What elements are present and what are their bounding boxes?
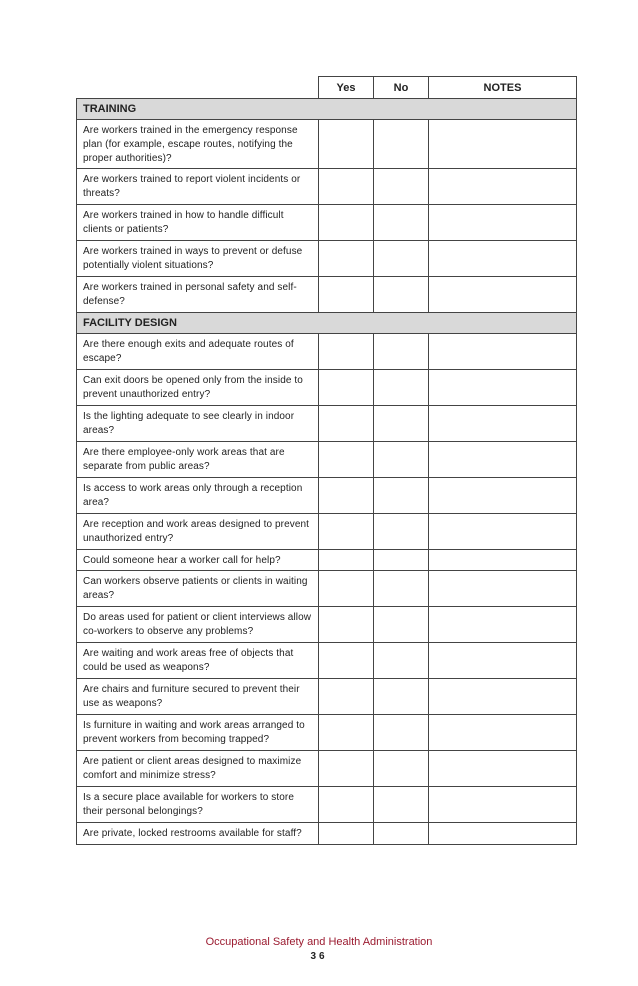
header-row: [77, 77, 577, 99]
notes-cell[interactable]: [429, 643, 577, 679]
yes-cell[interactable]: [319, 277, 374, 313]
checklist-table: [76, 76, 577, 845]
no-cell[interactable]: [374, 169, 429, 205]
no-cell[interactable]: [374, 334, 429, 370]
no-cell[interactable]: [374, 241, 429, 277]
notes-cell[interactable]: [429, 205, 577, 241]
no-cell[interactable]: [374, 442, 429, 478]
question-row: [77, 169, 577, 205]
question-row: [77, 277, 577, 313]
question-row: [77, 679, 577, 715]
page-number: 36: [310, 951, 328, 962]
yes-cell[interactable]: [319, 679, 374, 715]
question-row: [77, 607, 577, 643]
notes-cell[interactable]: [429, 823, 577, 845]
no-cell[interactable]: [374, 643, 429, 679]
notes-cell[interactable]: [429, 241, 577, 277]
notes-cell[interactable]: [429, 715, 577, 751]
question-row: [77, 550, 577, 571]
question-row: [77, 334, 577, 370]
yes-cell[interactable]: [319, 370, 374, 406]
no-cell[interactable]: [374, 607, 429, 643]
no-cell[interactable]: [374, 478, 429, 514]
section-title: FACILITY DESIGN: [77, 313, 577, 334]
question-text: Are patient or client areas designed to maximize comfort and minimize stress?: [77, 751, 319, 787]
notes-cell[interactable]: [429, 169, 577, 205]
notes-cell[interactable]: [429, 607, 577, 643]
section-row: [77, 99, 577, 120]
notes-cell[interactable]: [429, 478, 577, 514]
yes-cell[interactable]: [319, 406, 374, 442]
yes-cell[interactable]: [319, 787, 374, 823]
yes-cell[interactable]: [319, 823, 374, 845]
question-row: [77, 370, 577, 406]
notes-cell[interactable]: [429, 751, 577, 787]
no-cell[interactable]: [374, 277, 429, 313]
yes-cell[interactable]: [319, 241, 374, 277]
header-yes: Yes: [319, 77, 374, 99]
yes-cell[interactable]: [319, 643, 374, 679]
notes-cell[interactable]: [429, 406, 577, 442]
question-text: Do areas used for patient or client interviews allow co-workers to observe any problems?: [77, 607, 319, 643]
question-row: [77, 751, 577, 787]
question-text: Are there employee-only work areas that are separate from public areas?: [77, 442, 319, 478]
notes-cell[interactable]: [429, 442, 577, 478]
notes-cell[interactable]: [429, 120, 577, 169]
question-row: [77, 823, 577, 845]
question-row: [77, 571, 577, 607]
notes-cell[interactable]: [429, 277, 577, 313]
no-cell[interactable]: [374, 120, 429, 169]
question-text: Can exit doors be opened only from the inside to prevent unauthorized entry?: [77, 370, 319, 406]
question-row: [77, 514, 577, 550]
header-blank: [77, 77, 319, 99]
notes-cell[interactable]: [429, 787, 577, 823]
notes-cell[interactable]: [429, 514, 577, 550]
question-text: Is furniture in waiting and work areas arranged to prevent workers from becoming trapped?: [77, 715, 319, 751]
no-cell[interactable]: [374, 715, 429, 751]
notes-cell[interactable]: [429, 679, 577, 715]
yes-cell[interactable]: [319, 169, 374, 205]
question-text: Are private, locked restrooms available for staff?: [77, 823, 319, 845]
no-cell[interactable]: [374, 571, 429, 607]
question-row: [77, 478, 577, 514]
yes-cell[interactable]: [319, 334, 374, 370]
question-row: [77, 406, 577, 442]
footer-organization: Occupational Safety and Health Administration: [205, 936, 433, 948]
yes-cell[interactable]: [319, 205, 374, 241]
question-text: Are chairs and furniture secured to prevent their use as weapons?: [77, 679, 319, 715]
question-text: Is the lighting adequate to see clearly in indoor areas?: [77, 406, 319, 442]
no-cell[interactable]: [374, 823, 429, 845]
notes-cell[interactable]: [429, 550, 577, 571]
question-text: Are there enough exits and adequate routes of escape?: [77, 334, 319, 370]
question-text: Are reception and work areas designed to prevent unauthorized entry?: [77, 514, 319, 550]
question-row: [77, 205, 577, 241]
no-cell[interactable]: [374, 370, 429, 406]
question-row: [77, 120, 577, 169]
question-text: Are workers trained in ways to prevent or defuse potentially violent situations?: [77, 241, 319, 277]
question-row: [77, 715, 577, 751]
notes-cell[interactable]: [429, 370, 577, 406]
section-row: [77, 313, 577, 334]
yes-cell[interactable]: [319, 514, 374, 550]
header-notes: NOTES: [429, 77, 577, 99]
yes-cell[interactable]: [319, 550, 374, 571]
question-text: Can workers observe patients or clients in waiting areas?: [77, 571, 319, 607]
no-cell[interactable]: [374, 751, 429, 787]
question-text: Is access to work areas only through a reception area?: [77, 478, 319, 514]
question-row: [77, 787, 577, 823]
checklist-body: [77, 99, 577, 845]
yes-cell[interactable]: [319, 442, 374, 478]
question-row: [77, 241, 577, 277]
no-cell[interactable]: [374, 679, 429, 715]
question-row: [77, 643, 577, 679]
question-text: Could someone hear a worker call for help?: [77, 550, 319, 571]
yes-cell[interactable]: [319, 120, 374, 169]
yes-cell[interactable]: [319, 571, 374, 607]
header-no: No: [374, 77, 429, 99]
question-text: Are workers trained in how to handle difficult clients or patients?: [77, 205, 319, 241]
notes-cell[interactable]: [429, 334, 577, 370]
question-text: Are workers trained in personal safety and self-defense?: [77, 277, 319, 313]
question-text: Are waiting and work areas free of objects that could be used as weapons?: [77, 643, 319, 679]
question-row: [77, 442, 577, 478]
question-text: Is a secure place available for workers to store their personal belongings?: [77, 787, 319, 823]
no-cell[interactable]: [374, 406, 429, 442]
question-text: Are workers trained to report violent incidents or threats?: [77, 169, 319, 205]
yes-cell[interactable]: [319, 478, 374, 514]
notes-cell[interactable]: [429, 571, 577, 607]
no-cell[interactable]: [374, 514, 429, 550]
no-cell[interactable]: [374, 550, 429, 571]
yes-cell[interactable]: [319, 751, 374, 787]
no-cell[interactable]: [374, 787, 429, 823]
question-text: Are workers trained in the emergency response plan (for example, escape routes, notifying the proper authorities)?: [77, 120, 319, 169]
yes-cell[interactable]: [319, 715, 374, 751]
yes-cell[interactable]: [319, 607, 374, 643]
section-title: TRAINING: [77, 99, 577, 120]
no-cell[interactable]: [374, 205, 429, 241]
